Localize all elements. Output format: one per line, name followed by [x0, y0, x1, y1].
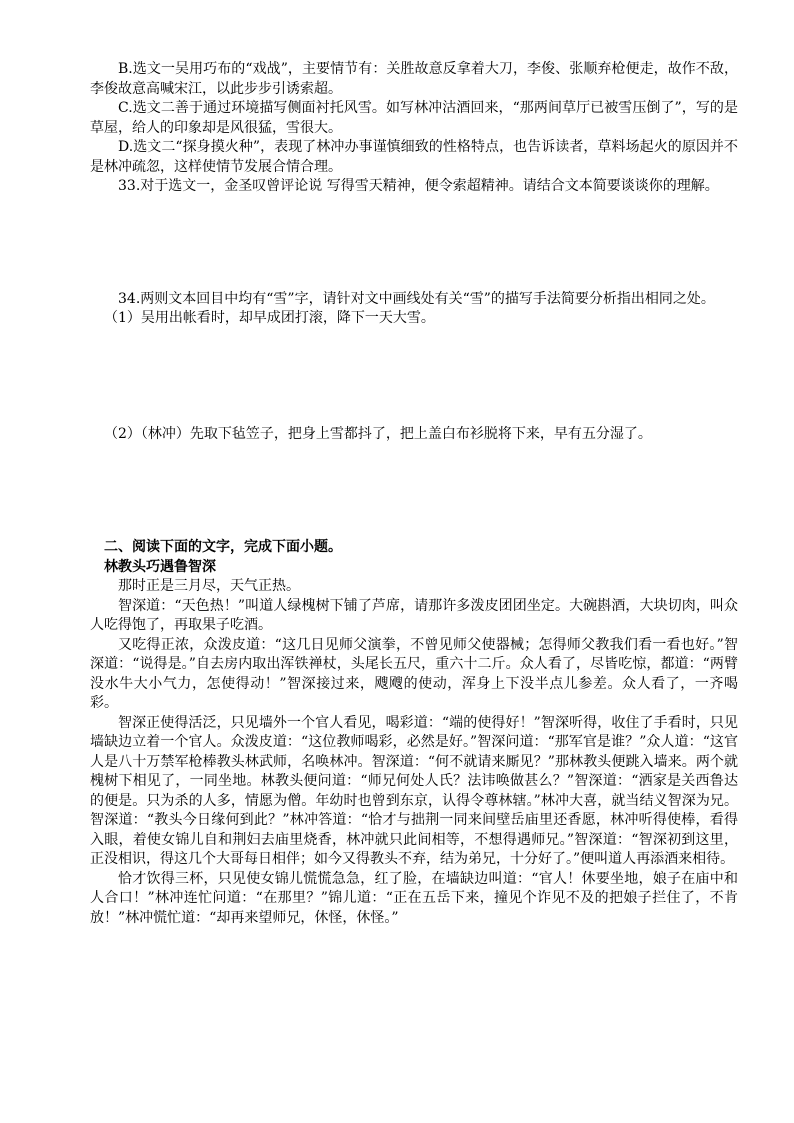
passage-paragraph: 智深正使得活泛，只见墙外一个官人看见，喝彩道：“端的使得好！”智深听得，收住了手看时，只见墙缺边立着一个官人。众泼皮道：“这位教师喝彩，必然是好。”智深问道：“那军官是谁？”众人道：“这官人是八十万禁军枪棒教头林武师，名唤林冲。智深道：“何不就请来厮见？”那林教头便跳入墙来。两个就槐树下相见了，一同坐地。林教头便问道：“师兄何处人氏？法讳唤做甚么？”智深道：“洒家是关西鲁达的便是。只为杀的人多，情愿为僧。年幼时也曾到东京，认得令尊林辖。”林冲大喜，就当结义智深为兄。智深道：“教头今日缘何到此？”林冲答道：“恰才与拙荆一同来间壁岳庙里还香愿，林冲听得使棒，看得入眼，着使女锦儿自和荆妇去庙里烧香，林冲就只此间相等，不想得遇师兄。”智深道：“智深初到这里，正没相识，得这几个大哥每日相伴；如今又得教头不弃，结为弟兄，十分好了。”便叫道人再添酒来相待。	[90, 714, 738, 867]
answer-space-33	[90, 197, 738, 290]
question-34: 34.两则文本回目中均有“雪”字，请针对文中画线处有关“雪”的描写手法简要分析指出相同之处。	[118, 290, 715, 307]
option-b: B.选文一吴用巧布的“戏战”，主要情节有：关胜故意反拿着大刀，李俊、张顺弃枪便走，故作不敌，李俊故意高喊宋江，以此步步引诱索超。	[90, 61, 738, 97]
passage-paragraph: 又吃得正浓，众泼皮道：“这几日见师父演拳，不曾见师父使器械；怎得师父教我们看一看也好。”智深道：“说得是。”自去房内取出浑铁禅杖，头尾长五尺，重六十二斤。众人看了，尽皆吃惊，都道：“两臂没水牛大小气力，怎使得动！”智深接过来，飕飕的使动，浑身上下没半点儿参差。众人看了，一齐喝彩。	[90, 636, 738, 711]
answer-space-34-1	[90, 329, 738, 425]
passage-title: 林教头巧遇鲁智深	[104, 558, 216, 575]
option-c: C.选文二善于通过环境描写侧面衬托风雪。如写林冲沽酒回来，“那两间草厅已被雪压倒了”，写的是草屋，给人的印象却是风很猛，雪很大。	[90, 100, 738, 136]
document-page	[90, 60, 738, 928]
passage-paragraph: 恰才饮得三杯，只见使女锦儿慌慌急急，红了脸，在墙缺边叫道：“官人！休要坐地，娘子在庙中和人合口！”林冲连忙问道：“在那里？”锦儿道：“正在五岳下来，撞见个诈见不及的把娘子拦住了，不肯放！”林冲慌忙道：“却再来望师兄，休怪，休怪。”	[90, 870, 738, 926]
passage-paragraph: 智深道：“天色热！”叫道人绿槐树下铺了芦席，请那许多泼皮团团坐定。大碗斟酒，大块切肉，叫众人吃得饱了，再取果子吃酒。	[90, 597, 738, 633]
question-34-sub-2: （2）（林冲）先取下毡笠子，把身上雪都抖了，把上盖白布衫脱将下来，早有五分湿了。	[104, 425, 652, 442]
question-34-sub-1: （1）吴用出帐看时，却早成团打滚，降下一天大雪。	[104, 310, 435, 326]
option-d: D.选文二“探身摸火种”，表现了林冲办事谨慎细致的性格特点，也告诉读者，草料场起火的原因并不是林冲疏忽，这样使情节发展合情合理。	[90, 139, 738, 175]
passage-paragraph: 那时正是三月尽，天气正热。	[118, 578, 300, 594]
answer-space-34-2	[90, 444, 738, 538]
question-33: 33.对于选文一，金圣叹曾评论说 写得雪天精神，便令索超精神。请结合文本简要谈谈你的理解。	[118, 178, 719, 194]
section-heading: 二、阅读下面的文字，完成下面小题。	[104, 539, 342, 555]
